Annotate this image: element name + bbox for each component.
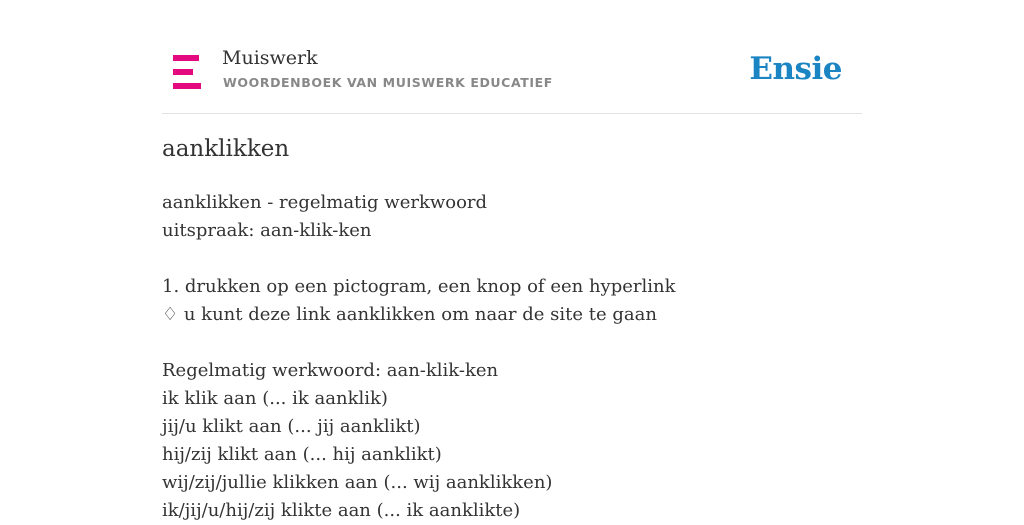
definition-line: ik/jij/u/hij/zij klikte aan (... ik aanklikte) [162, 500, 521, 521]
site-subtitle: WOORDENBOEK VAN MUISWERK EDUCATIEF [223, 75, 553, 90]
definition-line: ♢ u kunt deze link aanklikken om naar de site te gaan [162, 304, 657, 325]
muiswerk-logo-icon[interactable] [173, 55, 201, 89]
ensie-brand-logo[interactable]: Ensie [749, 51, 842, 87]
site-header [162, 40, 862, 114]
definition-line: 1. drukken op een pictogram, een knop of een hyperlink [162, 276, 676, 297]
blank-line [162, 245, 862, 273]
definition-line: jij/u klikt aan (... jij aanklikt) [162, 416, 421, 437]
page-title: aanklikken [162, 136, 290, 162]
definition-body [162, 189, 862, 525]
definition-line: ik klik aan (... ik aanklik) [162, 388, 388, 409]
definition-line: Regelmatig werkwoord: aan-klik-ken [162, 360, 499, 381]
definition-line: uitspraak: aan-klik-ken [162, 220, 372, 241]
definition-line: hij/zij klikt aan (... hij aanklikt) [162, 444, 442, 465]
blank-line [162, 329, 862, 357]
site-name[interactable]: Muiswerk [222, 47, 318, 69]
definition-line: wij/zij/jullie klikken aan (... wij aanklikken) [162, 472, 553, 493]
definition-line: aanklikken - regelmatig werkwoord [162, 192, 488, 213]
